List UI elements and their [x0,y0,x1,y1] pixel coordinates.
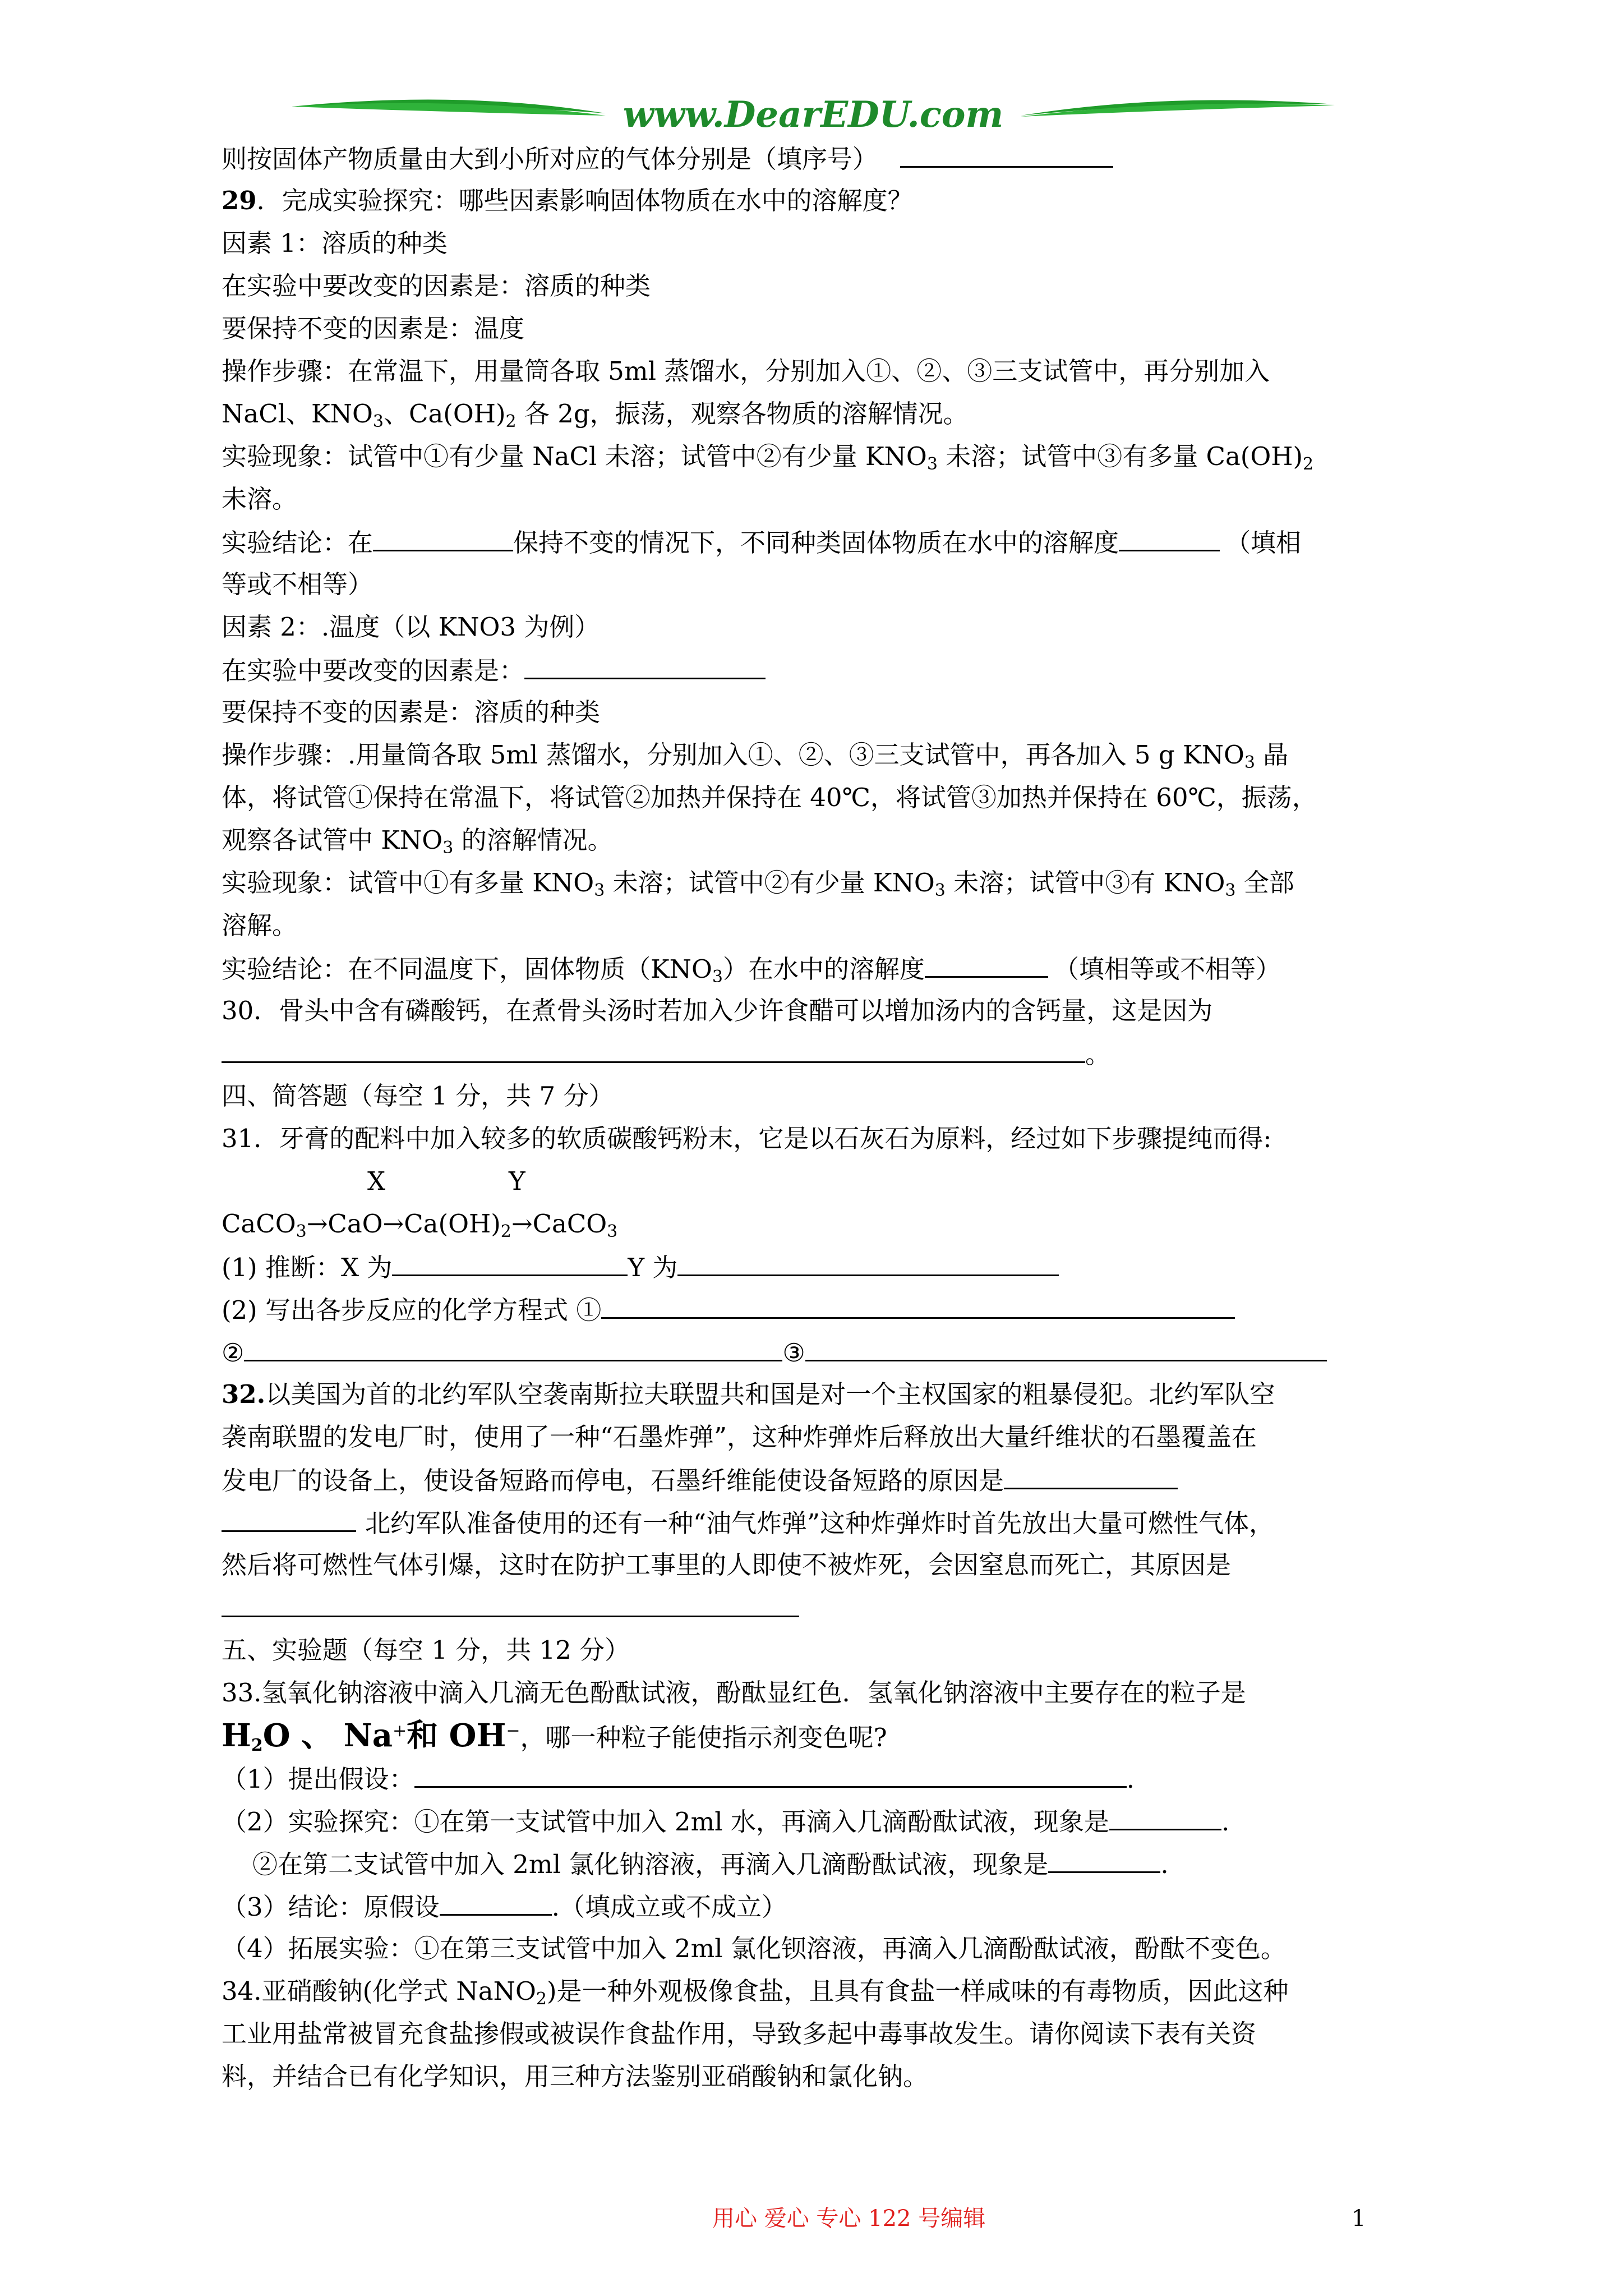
answer-blank [440,1889,552,1916]
question-33-particles: $H_2O$ 、 Na+和 OH−，哪一种粒子能使指示剂变色呢? [222,1717,887,1755]
line-l1: 则按固体产物质量由大到小所对应的气体分别是（填序号） [222,141,1113,176]
question-33-experiment-1: （2）实验探究：①在第一支试管中加入 2ml 水，再滴入几滴酚酞试液，现象是 . [222,1804,1229,1839]
reaction-labels: X Y [367,1166,525,1196]
question-33-experiment-2: ②在第二支试管中加入 2ml 氯化钠溶液，再滴入几滴酚酞试液，现象是 . [252,1847,1169,1881]
factor-1-keep: 要保持不变的因素是：温度 [222,314,525,343]
factor-1-step-2: NaCl、$KNO_3$、$Ca(OH)_2$ 各 2g，振荡，观察各物质的溶解情况。 [222,399,969,431]
question-31-part-1: (1) 推断：X 为 Y 为 [222,1250,1059,1285]
factor-2-observation: 实验现象：试管中①有多量 $KNO_3$ 未溶；试管中②有少量 $KNO_3$ 未溶；试管中③有 $KNO_3$ 全部 [222,868,1294,900]
reaction-chain: $CaCO_3\to CaO\to Ca(OH)_2\to CaCO_3$ [222,1209,618,1241]
answer-blank [222,1591,799,1617]
answer-blank [1119,525,1220,551]
factor-2-conclusion: 实验结论：在不同温度下，固体物质$(KNO_3)$在水中的溶解度 （填相等或不相等） [222,951,1281,986]
answer-blank [900,141,1113,168]
answer-blank [1004,1463,1178,1489]
factor-1-conclusion-2: 等或不相等） [222,569,374,599]
answer-blank [373,525,513,551]
section-5-heading: 五、实验题（每空 1 分，共 12 分） [222,1635,630,1665]
question-32-line-5: 然后将可燃性气体引爆，这时在防护工事里的人即使不被炸死，会因窒息而死亡，其原因是 [222,1550,1232,1580]
factor-2-step-2: 体，将试管①保持在常温下，将试管②加热并保持在 40℃，将试管③加热并保持在 60℃，振荡， [222,783,1317,812]
question-31-part-2: (2) 写出各步反应的化学方程式 ① [222,1292,1235,1327]
answer-blank [925,951,1048,978]
question-33-extension: （4）拓展实验：①在第三支试管中加入 2ml 氯化钡溶液，再滴入几滴酚酞试液，酚酞不变色。 [222,1934,1286,1963]
factor-2-step-1: 操作步骤：.用量筒各取 5ml 蒸馏水，分别加入①、②、③三支试管中，再各加入 5 g $KNO_3$ 晶 [222,740,1289,772]
site-logo-text: www.DearEDU.com [623,94,1004,136]
question-34-line-1: 34.亚硝酸钠(化学式 NaNO$_2$)是一种外观极像食盐，且具有食盐一样咸味的有毒物质，因此这种 [222,1976,1289,2009]
page-number: 1 [1352,2206,1366,2231]
question-33-hypothesis: （1）提出假设： . [222,1761,1135,1796]
question-30-answer: 。 [222,1037,1110,1071]
question-32-line-2: 袭南联盟的发电厂时，使用了一种“石墨炸弹”，这种炸弹炸后释放出大量纤维状的石墨覆盖在 [222,1422,1257,1452]
factor-2: 因素 2：.温度（以 KNO3 为例） [222,612,600,642]
answer-blank [222,1037,1085,1063]
question-32-line-4: 北约军队准备使用的还有一种“油气炸弹”这种炸弹炸时首先放出大量可燃性气体， [222,1506,1274,1540]
question-31: 31．牙膏的配料中加入较多的软质碳酸钙粉末，它是以石灰石为原料，经过如下步骤提纯而得: [222,1124,1272,1153]
question-32-answer [222,1591,799,1626]
factor-2-keep: 要保持不变的因素是：溶质的种类 [222,697,601,727]
question-33-conclusion: （3）结论：原假设 .（填成立或不成立） [222,1889,787,1924]
factor-1-observation: 实验现象：试管中①有少量 NaCl 未溶；试管中②有少量 $KNO_3$ 未溶；试管中③有多量 $Ca(OH)_2$ [222,441,1314,474]
answer-blank [1109,1804,1221,1830]
answer-blank [1048,1847,1160,1873]
factor-2-observation-2: 溶解。 [222,910,298,940]
answer-blank [244,1335,782,1361]
answer-blank [677,1250,1059,1276]
question-32-line-3: 发电厂的设备上，使设备短路而停电，石墨纤维能使设备短路的原因是 [222,1463,1178,1498]
factor-2-change: 在实验中要改变的因素是： [222,653,766,688]
header-banner [292,84,1335,146]
question-31-equations: ② ③ [222,1335,1327,1370]
factor-1-observation-2: 未溶。 [222,484,298,514]
question-29: 29．完成实验探究：哪些因素影响固体物质在水中的溶解度？ [222,186,913,215]
question-32-line-1: 32.以美国为首的北约军队空袭南斯拉夫联盟共和国是对一个主权国家的粗暴侵犯。北约军队空 [222,1379,1275,1409]
question-33-line-1: 33.氢氧化钠溶液中滴入几滴无色酚酞试液，酚酞显红色．氢氧化钠溶液中主要存在的粒子是 [222,1678,1246,1708]
answer-blank [805,1335,1327,1361]
swoosh-logo [292,84,1335,146]
factor-1-change: 在实验中要改变的因素是：溶质的种类 [222,271,651,301]
answer-blank [222,1506,356,1532]
question-34-line-3: 料，并结合已有化学知识，用三种方法鉴别亚硝酸钠和氯化钠。 [222,2062,929,2091]
footer-note: 用心 爱心 专心 122 号编辑 [712,2206,986,2231]
answer-blank [524,653,766,679]
factor-1: 因素 1：溶质的种类 [222,228,448,258]
question-34-line-2: 工业用盐常被冒充食盐掺假或被误作食盐作用，导致多起中毒事故发生。请你阅读下表有关资 [222,2019,1257,2049]
factor-1-conclusion: 实验结论：在 保持不变的情况下，不同种类固体物质在水中的溶解度 （填相 [222,525,1301,560]
question-30: 30．骨头中含有磷酸钙，在煮骨头汤时若加入少许食醋可以增加汤内的含钙量，这是因为 [222,996,1213,1025]
factor-1-step-1: 操作步骤：在常温下，用量筒各取 5ml 蒸馏水，分别加入①、②、③三支试管中，再分别加入 [222,356,1270,386]
answer-blank [392,1250,628,1276]
section-4-heading: 四、简答题（每空 1 分，共 7 分） [222,1081,614,1111]
factor-2-step-3: 观察各试管中 $KNO_3$ 的溶解情况。 [222,825,613,858]
answer-blank [414,1761,1127,1788]
answer-blank [601,1292,1235,1319]
